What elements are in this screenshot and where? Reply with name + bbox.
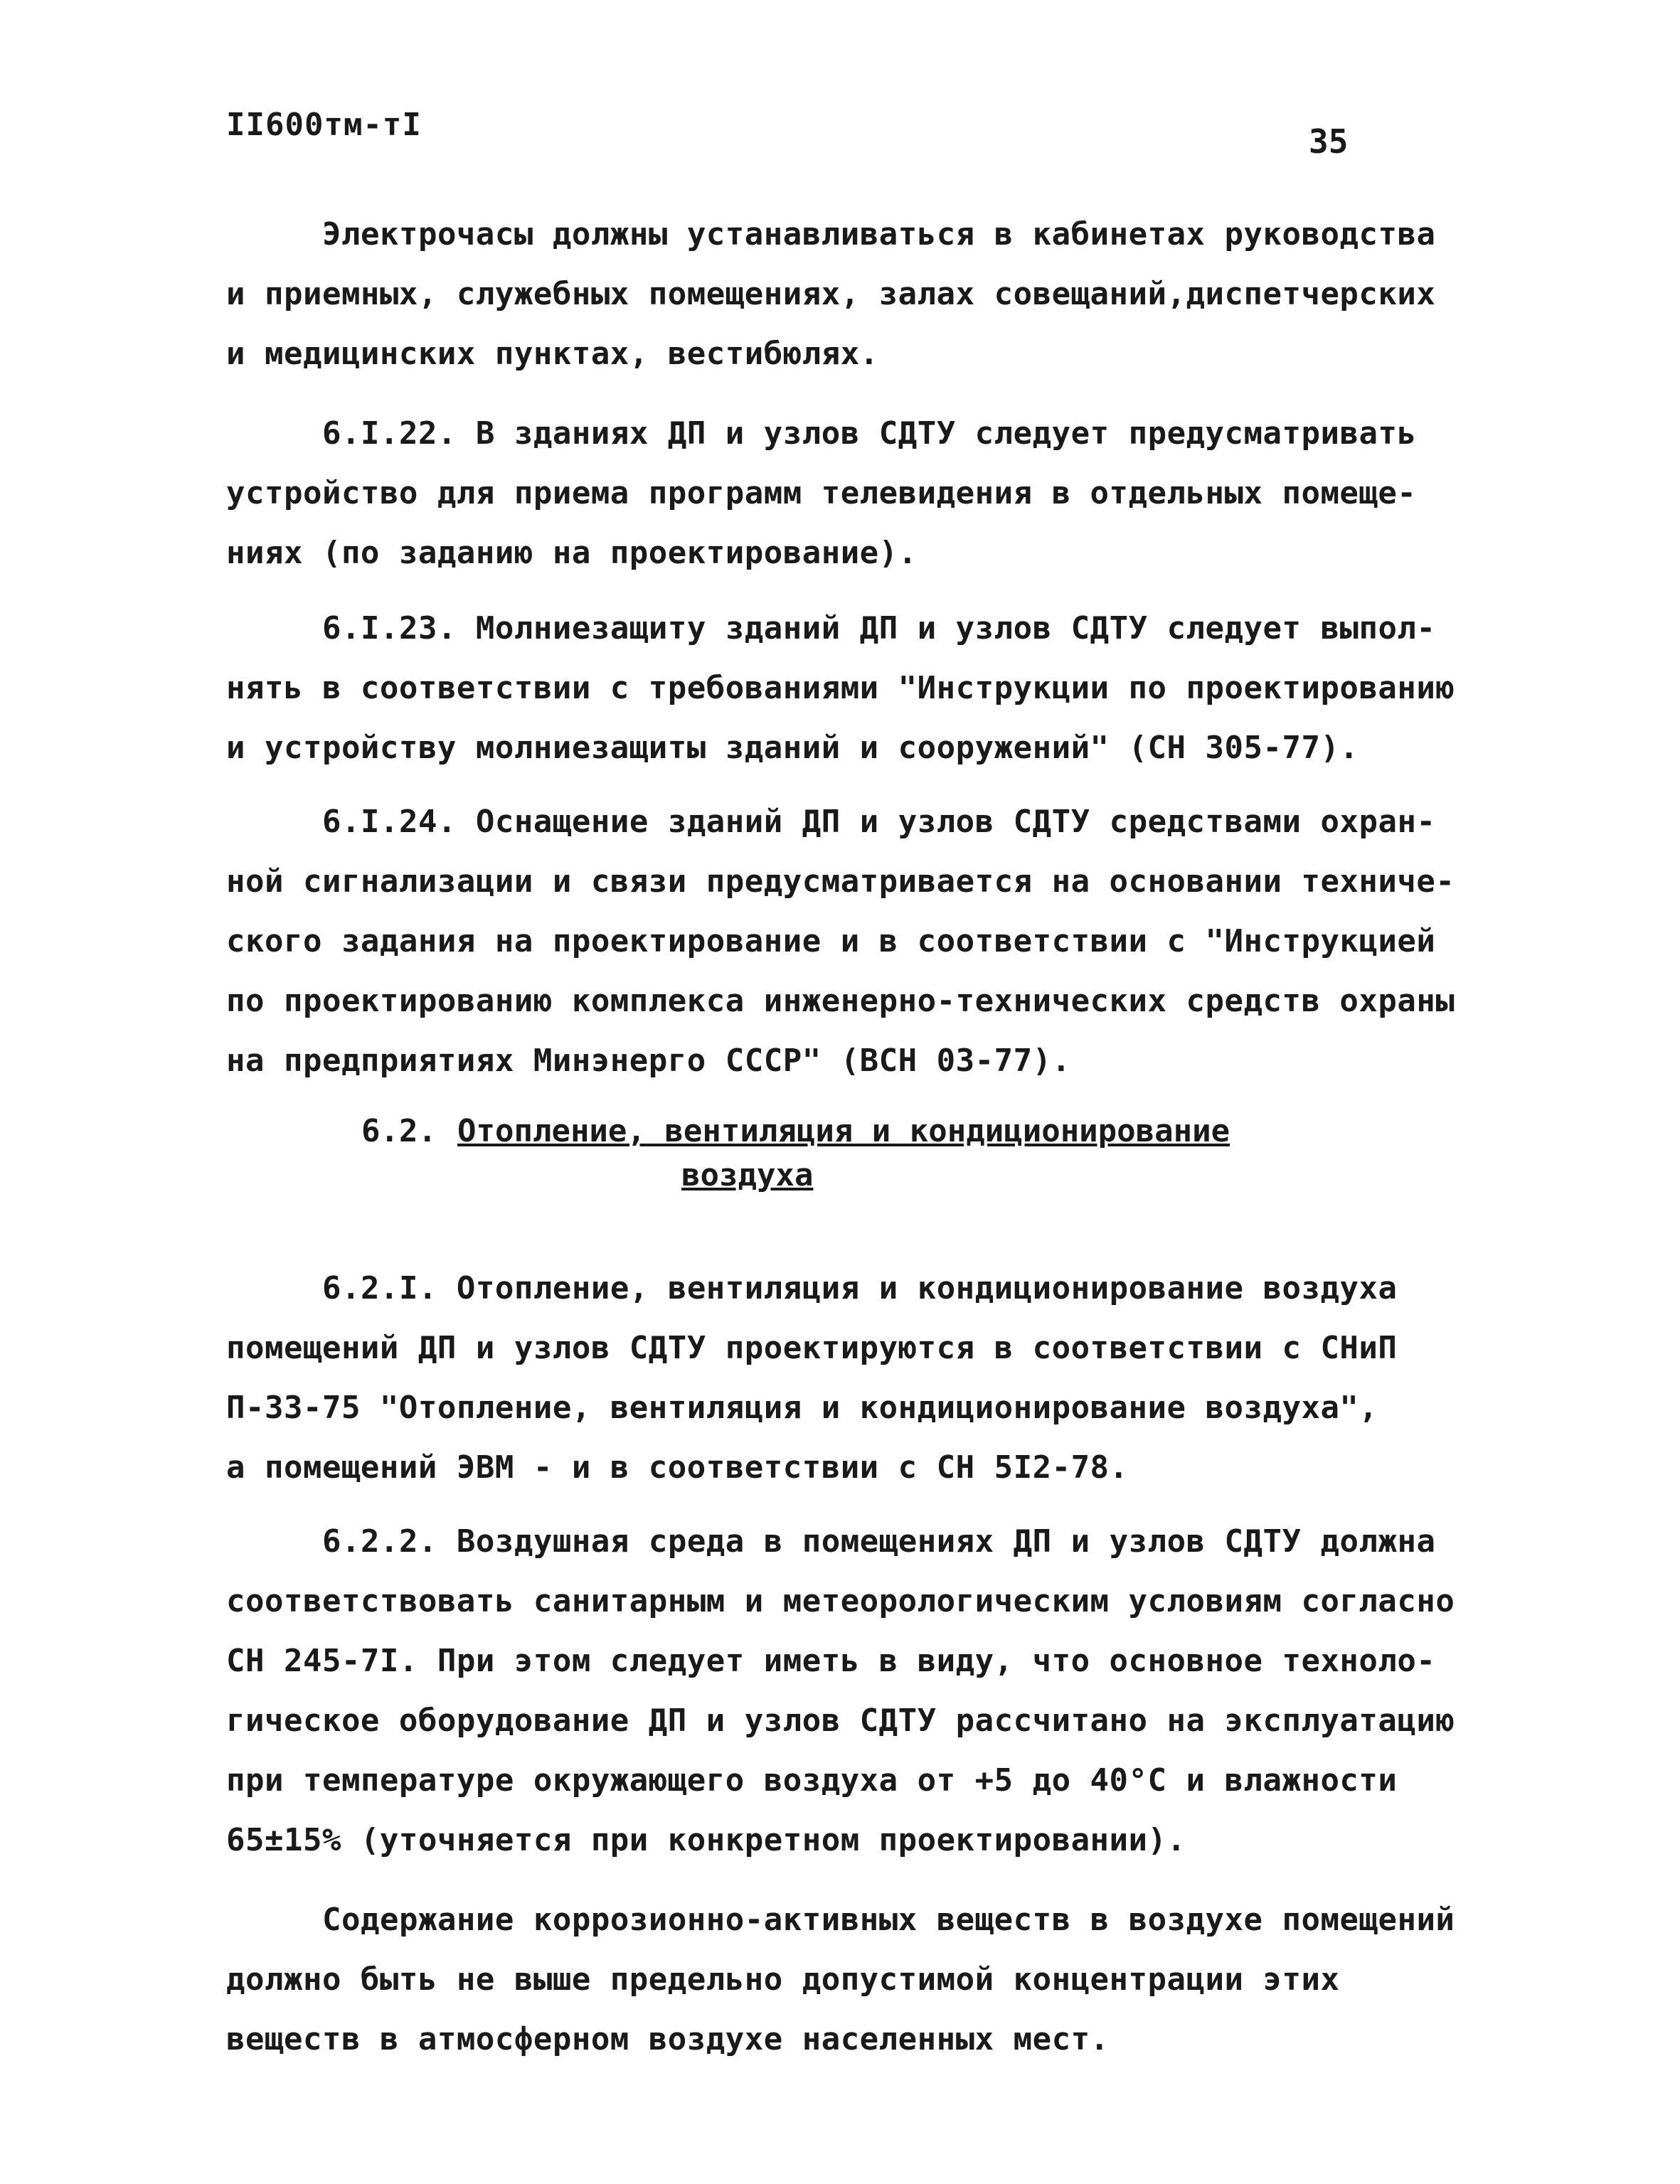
text-line: и медицинских пунктах, вестибюлях. — [226, 336, 879, 372]
paragraph-6-2-1 — [226, 1259, 1478, 1498]
text-line: по проектированию комплекса инженерно-технических средств охраны — [226, 983, 1455, 1019]
page-number: 35 — [1309, 122, 1349, 161]
section-title-line-2: воздуха — [681, 1157, 814, 1193]
text-line: 65±15% (уточняется при конкретном проектировании). — [226, 1822, 1186, 1858]
paragraph-electric-clocks — [226, 205, 1478, 384]
text-line: на предприятиях Минэнерго СССР" (ВСН 03-77). — [226, 1043, 1071, 1079]
paragraph-6-1-23 — [226, 599, 1478, 778]
text-line: помещений ДП и узлов СДТУ проектируются в соответствии с СНиП — [226, 1330, 1398, 1366]
document-code: II600тм-тI — [226, 107, 422, 143]
text-line: соответствовать санитарным и метеорологическим условиям согласно — [226, 1583, 1455, 1619]
text-line: 6.I.24. Оснащение зданий ДП и узлов СДТУ средствами охран- — [322, 804, 1436, 840]
text-line: Содержание коррозионно-активных веществ в воздухе помещений — [322, 1902, 1455, 1938]
section-number: 6.2. — [361, 1113, 437, 1149]
paragraph-corrosion — [226, 1890, 1478, 2070]
text-line: ной сигнализации и связи предусматривается на основании техниче- — [226, 863, 1455, 900]
text-line: 6.2.2. Воздушная среда в помещениях ДП и узлов СДТУ должна — [322, 1523, 1436, 1560]
text-line: при температуре окружающего воздуха от +5 до 40°С и влажности — [226, 1762, 1398, 1799]
text-line: ского задания на проектирование и в соответствии с "Инструкцией — [226, 923, 1436, 959]
text-line: веществ в атмосферном воздухе населенных мест. — [226, 2021, 1110, 2057]
text-line: 6.I.23. Молниезащиту зданий ДП и узлов СДТУ следует выпол- — [322, 610, 1436, 646]
text-line: СН 245-7I. При этом следует иметь в виду, что основное техноло- — [226, 1643, 1436, 1679]
paragraph-6-2-2 — [226, 1512, 1478, 1870]
text-line: П-33-75 "Отопление, вентиляция и кондиционирование воздуха", — [226, 1390, 1378, 1426]
text-line: устройство для приема программ телевидения в отдельных помеще- — [226, 475, 1417, 511]
text-line: Электрочасы должны устанавливаться в кабинетах руководства — [322, 216, 1436, 252]
text-line: должно быть не выше предельно допустимой концентрации этих — [226, 1961, 1340, 1998]
text-line: и устройству молниезащиты зданий и сооружений" (СН 305-77). — [226, 730, 1359, 766]
text-line: ниях (по заданию на проектирование). — [226, 535, 918, 571]
text-line: гическое оборудование ДП и узлов СДТУ рассчитано на эксплуатацию — [226, 1703, 1455, 1739]
section-title-line-1: Отопление, вентиляция и кондиционирование — [457, 1113, 1230, 1149]
text-line: и приемных, служебных помещениях, залах совещаний,диспетчерских — [226, 276, 1436, 312]
text-line: нять в соответствии с требованиями "Инструкции по проектированию — [226, 670, 1455, 706]
paragraph-6-1-24 — [226, 792, 1478, 1091]
paragraph-6-1-22 — [226, 404, 1478, 583]
text-line: 6.2.I. Отопление, вентиляция и кондиционирование воздуха — [322, 1270, 1398, 1306]
text-line: 6.I.22. В зданиях ДП и узлов СДТУ следует предусматривать — [322, 415, 1417, 452]
text-line: а помещений ЭВМ - и в соответствии с СН 5I2-78. — [226, 1449, 1129, 1486]
